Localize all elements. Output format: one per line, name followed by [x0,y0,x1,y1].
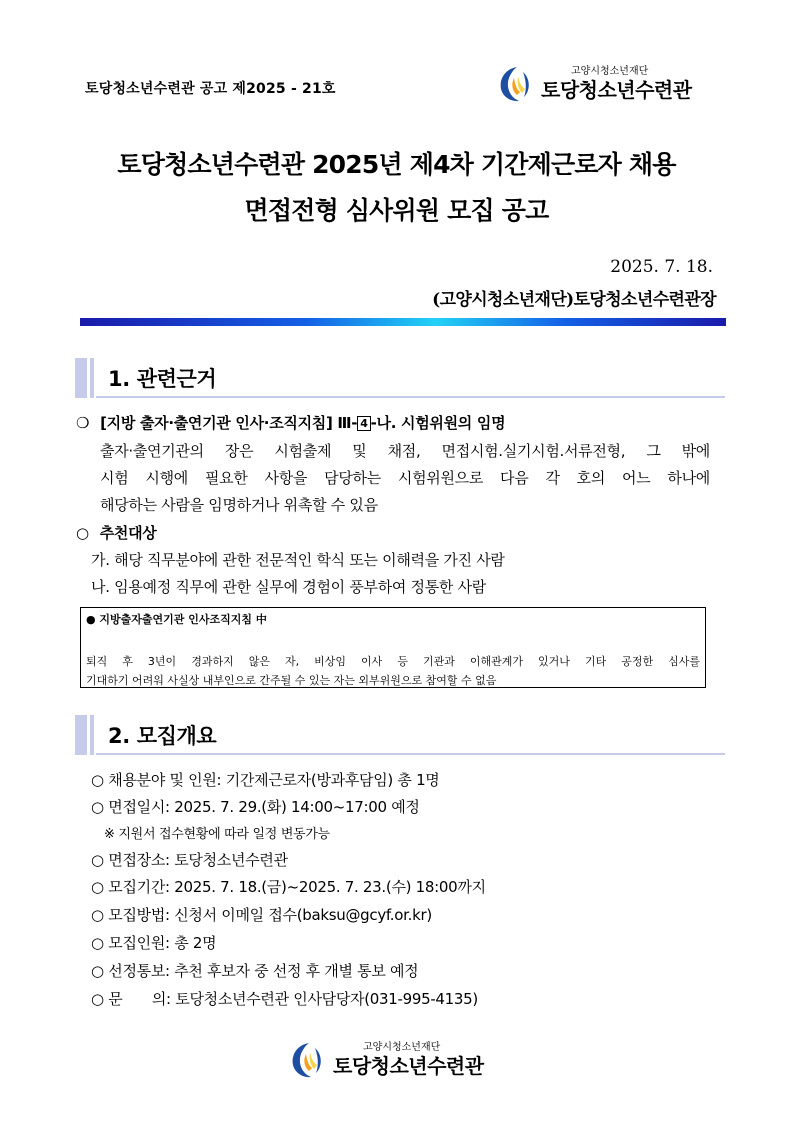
target-item: 가. 해당 직무분야에 관한 전문적인 학식 또는 이해력을 가진 사람 [91,551,505,569]
target-heading [76,522,157,543]
notice-date: 2025. 7. 18. [610,257,713,277]
notice-number: 토당청소년수련관 공고 제2025 - 21호 [85,81,336,97]
overview-item: ○ 문 의: 토당청소년수련관 인사담당자(031-995-4135) [91,990,478,1008]
foundation-logo-icon [289,1040,329,1080]
logo-title: 토당청소년수련관 [333,1054,484,1078]
footer-logo [289,1040,484,1080]
foundation-logo-icon [497,64,537,104]
overview-item: ○ 면접장소: 토당청소년수련관 [91,851,288,869]
overview-note: ※ 지원서 접수현황에 따라 일정 변동가능 [104,827,330,842]
basis-heading [76,412,505,433]
basis-text-line: 시험 시행에 필요한 사항을 담당하는 시험위원으로 다음 각 호의 어느 하나에 [100,469,710,487]
overview-item: ○ 모집인원: 총 2명 [91,934,217,952]
page-title-line-2: 면접전형 심사위원 모집 공고 [244,196,549,225]
target-bullet: ○ [76,524,89,542]
basis-text-line: 해당하는 사람을 임명하거나 위촉할 수 있음 [100,496,378,514]
note-line: 퇴직 후 3년이 경과하지 않은 자, 비상임 이사 등 기관과 이해관계가 있거나 기타 공정한 심사를 [86,655,700,668]
basis-label-b: -나. 시험위원의 임명 [370,414,506,432]
note-line: 기대하기 어려워 사실상 내부인으로 간주될 수 있는 자는 외부위원으로 참여할 수 없음 [86,674,497,687]
guideline-note-box [80,607,706,688]
overview-item: ○ 채용분야 및 인원: 기간제근로자(방과후담임) 총 1명 [91,771,440,789]
page-title-line-1: 토당청소년수련관 2025년 제4차 기간제근로자 채용 [117,150,676,179]
header-divider [80,318,726,326]
overview-item: ○ 모집방법: 신청서 이메일 접수(baksu@gcyf.or.kr) [91,906,432,924]
section-1-header [75,358,725,398]
basis-bullet: ❍ [76,414,90,432]
basis-boxed-number: 4 [357,416,370,431]
logo-title: 토당청소년수련관 [541,78,692,102]
note-title: ● 지방출자출연기관 인사조직지침 中 [86,613,267,626]
issuer: (고양시청소년재단)토당청소년수련관장 [432,290,716,310]
basis-text-line: 출자·출연기관의 장은 시험출제 및 채점, 면접시험.실기시험.서류전형, 그 밖에 [100,442,710,460]
overview-item: ○ 선정통보: 추천 후보자 중 선정 후 개별 통보 예정 [91,962,419,980]
overview-item: ○ 면접일시: 2025. 7. 29.(화) 14:00~17:00 예정 [91,798,420,816]
section-1-title: 1. 관련근거 [108,367,217,391]
section-2-header [75,715,725,755]
section-2-title: 2. 모집개요 [108,724,217,748]
logo [497,64,692,104]
logo-subtitle: 고양시청소년재단 [571,66,649,77]
logo-subtitle: 고양시청소년재단 [363,1042,441,1053]
basis-label-a: [지방 출자·출연기관 인사·조직지침] Ⅲ- [100,414,358,432]
target-label: 추천대상 [99,524,157,542]
overview-item: ○ 모집기간: 2025. 7. 18.(금)~2025. 7. 23.(수) 18:00까지 [91,878,486,896]
target-item: 나. 임용예정 직무에 관한 실무에 경험이 풍부하여 정통한 사람 [91,578,486,596]
